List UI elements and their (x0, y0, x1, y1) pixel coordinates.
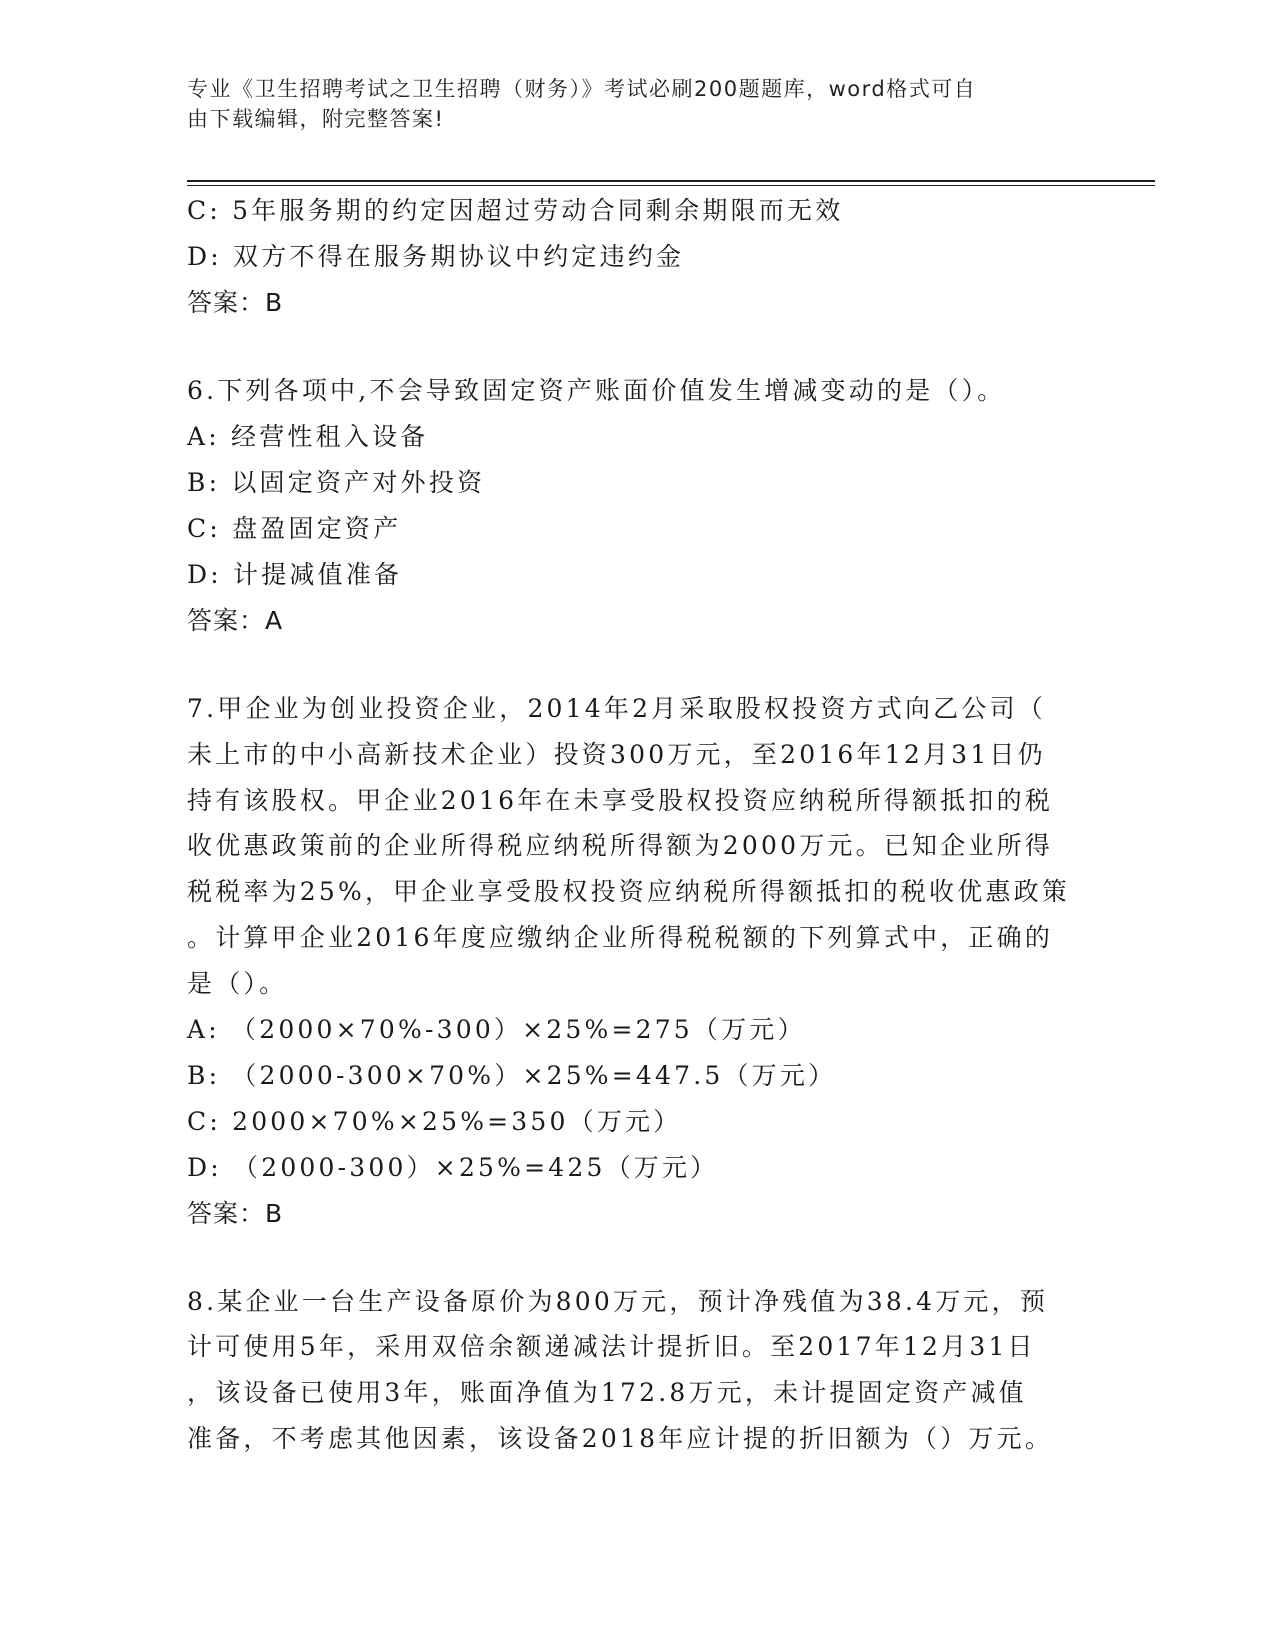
option-b: B: （2000-300×70%）×25%=447.5（万元） (187, 1060, 837, 1090)
question-6 (187, 368, 1087, 644)
question-stem: 6.下列各项中,不会导致固定资产账面价值发生增减变动的是（）。 (187, 376, 1006, 405)
question-stem-line: 7.甲企业为创业投资企业，2014年2月采取股权投资方式向乙公司（ (187, 694, 1046, 723)
option-b: B: 以固定资产对外投资 (187, 468, 486, 497)
question-stem-line: 持有该股权。甲企业2016年在未享受股权投资应纳税所得额抵扣的税 (187, 785, 1054, 815)
option-c: C: 5年服务期的约定因超过劳动合同剩余期限而无效 (187, 196, 844, 225)
header-rule-thin (187, 185, 1155, 186)
question-5-tail (187, 188, 1087, 326)
answer: 答案：B (187, 1198, 284, 1228)
option-d: D: （2000-300）×25%=425（万元） (187, 1152, 719, 1182)
question-stem-line: 税税率为25%，甲企业享受股权投资应纳税所得额抵扣的税收优惠政策 (187, 877, 1070, 907)
question-8 (187, 1279, 1087, 1462)
question-stem-line: 是（）。 (187, 968, 288, 998)
question-stem-line: 收优惠政策前的企业所得税应纳税所得额为2000万元。已知企业所得 (187, 831, 1054, 861)
question-stem-line: 未上市的中小高新技术企业）投资300万元，至2016年12月31日仍 (187, 739, 1046, 769)
question-stem-line: 。计算甲企业2016年度应缴纳企业所得税税额的下列算式中，正确的 (187, 922, 1054, 952)
answer: 答案：A (187, 606, 284, 635)
document-body (187, 188, 1087, 1462)
option-d: D: 双方不得在服务期协议中约定违约金 (187, 242, 685, 271)
answer: 答案：B (187, 288, 284, 317)
question-stem-line: 计可使用5年，采用双倍余额递减法计提折旧。至2017年12月31日 (187, 1332, 1036, 1362)
question-stem-line: 准备，不考虑其他因素，该设备2018年应计提的折旧额为（）万元。 (187, 1423, 1054, 1453)
question-stem-line: ，该设备已使用3年，账面净值为172.8万元，未计提固定资产减值 (187, 1378, 1027, 1408)
header-line-1: 专业《卫生招聘考试之卫生招聘（财务）》考试必刷200题题库，word格式可自 (187, 77, 977, 101)
option-a: A: 经营性租入设备 (187, 422, 429, 451)
option-c: C: 盘盈固定资产 (187, 514, 402, 543)
document-header (187, 74, 1067, 134)
option-d: D: 计提减值准备 (187, 560, 403, 589)
option-a: A: （2000×70%-300）×25%=275（万元） (187, 1014, 806, 1044)
question-stem-line: 8.某企业一台生产设备原价为800万元，预计净残值为38.4万元，预 (187, 1286, 1049, 1316)
option-c: C: 2000×70%×25%=350（万元） (187, 1106, 682, 1136)
header-rule-thick (187, 180, 1155, 182)
header-line-2: 由下载编辑，附完整答案! (187, 107, 445, 131)
question-7 (187, 686, 1087, 1237)
